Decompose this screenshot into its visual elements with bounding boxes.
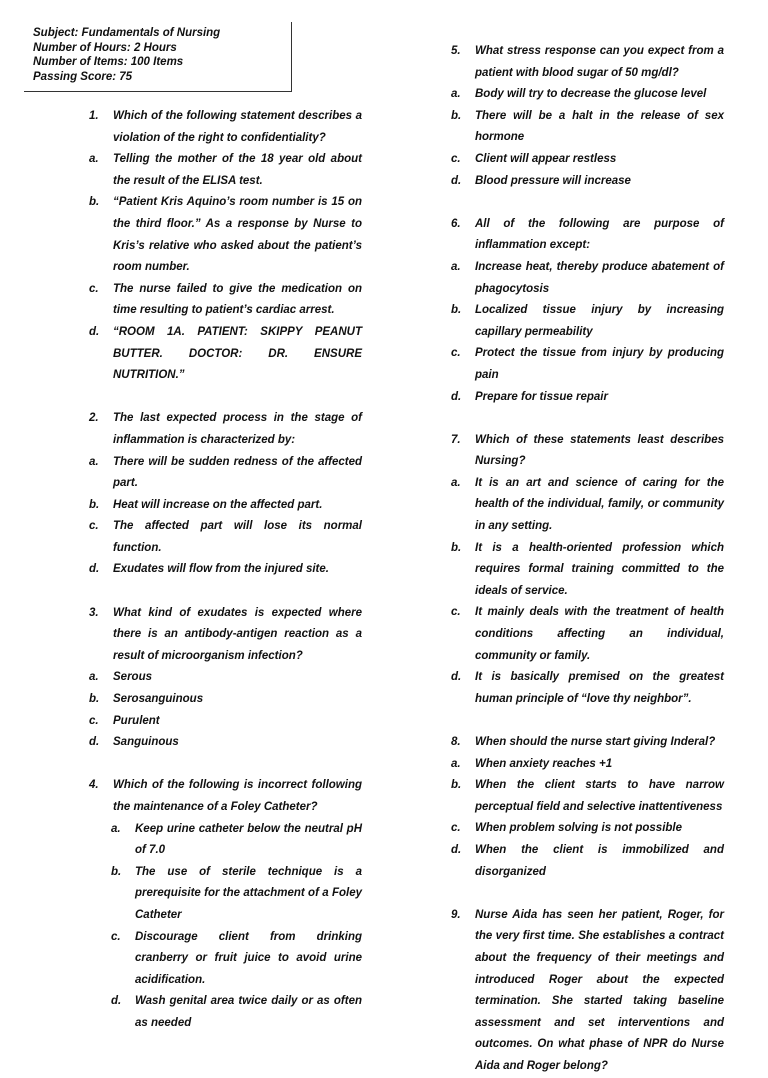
choice-text: Increase heat, thereby produce abatement of phagocytosis: [475, 260, 724, 295]
choice-text: Client will appear restless: [475, 152, 617, 165]
choice-letter: d.: [451, 671, 462, 684]
choice-item: [451, 149, 724, 171]
choice-letter: b.: [111, 865, 122, 878]
choice-item: [89, 279, 362, 322]
choice-text: It is an art and science of caring for the health of the individual, family, or community in any setting.: [475, 476, 724, 533]
choice-item: [451, 840, 724, 883]
choice-text: When problem solving is not possible: [475, 822, 683, 835]
choice-item: [89, 732, 362, 754]
left-column: [89, 106, 362, 1035]
question-stem: [451, 905, 724, 1078]
choice-text: Body will try to decrease the glucose level: [475, 88, 707, 101]
choice-letter: c.: [111, 930, 121, 943]
question-5: [451, 41, 724, 192]
choice-item: [89, 322, 362, 387]
choice-letter: a.: [451, 260, 461, 273]
question-text: What kind of exudates is expected where there is an antibody-antigen reaction as a result of microorganism infection?: [113, 606, 362, 662]
choice-item: [451, 300, 724, 343]
choice-item: [451, 84, 724, 106]
choice-letter: d.: [89, 325, 100, 338]
exam-info-box: [24, 22, 292, 92]
choice-letter: b.: [89, 693, 100, 706]
choice-item: [89, 452, 362, 495]
question-7: [451, 430, 724, 711]
question-stem: [89, 775, 362, 818]
choice-letter: b.: [451, 541, 462, 554]
choice-letter: d.: [451, 390, 462, 403]
choice-text: The use of sterile technique is a prerequisite for the attachment of a Foley Catheter: [135, 865, 362, 921]
question-stem: [451, 732, 724, 754]
choice-item: [451, 473, 724, 538]
choice-letter: c.: [451, 822, 461, 835]
choice-letter: b.: [89, 498, 100, 511]
choice-text: Serosanguinous: [113, 693, 204, 706]
question-text: What stress response can you expect from a patient with blood sugar of 50 mg/dl?: [475, 45, 724, 79]
choice-text: Blood pressure will increase: [475, 174, 631, 187]
question-text: Nurse Aida has seen her patient, Roger, for the very first time. She establishes a contract about the frequency of their meetings and introduced Roger about the expected termination. She started taking baseline assessment and set interventions and outcomes. On what phase of NPR do Nurse Aida and Roger belong?: [475, 908, 724, 1072]
choice-item: [451, 171, 724, 193]
choice-text: The affected part will lose its normal function.: [113, 520, 362, 554]
question-number: 6.: [451, 217, 461, 230]
choice-item: [451, 667, 724, 710]
question-number: 4.: [89, 779, 99, 792]
choice-text: “Patient Kris Aquino’s room number is 15 on the third floor.” As a response by Nurse to Kris’s relative who asked about the patient’s room number.: [113, 196, 362, 274]
choice-letter: b.: [451, 304, 462, 317]
choice-text: Protect the tissue from injury by producing pain: [475, 347, 724, 381]
right-column: [451, 41, 724, 1078]
question-stem: [89, 408, 362, 451]
choice-item: [89, 667, 362, 689]
choice-item: [451, 343, 724, 386]
choice-letter: d.: [451, 843, 462, 856]
choice-text: Heat will increase on the affected part.: [113, 498, 323, 511]
choice-text: Purulent: [113, 714, 160, 727]
choice-text: Wash genital area twice daily or as often as needed: [135, 995, 362, 1029]
choice-item: [89, 149, 362, 192]
choice-text: There will be sudden redness of the affected part.: [113, 455, 362, 490]
question-text: Which of the following is incorrect following the maintenance of a Foley Catheter?: [113, 779, 362, 813]
question-number: 7.: [451, 433, 461, 446]
choice-letter: c.: [89, 714, 99, 727]
choice-text: “ROOM 1A. PATIENT: SKIPPY PEANUT BUTTER. DOCTOR: DR. ENSURE NUTRITION.”: [113, 325, 362, 382]
choice-text: Telling the mother of the 18 year old about the result of the ELISA test.: [113, 153, 362, 187]
question-text: All of the following are purpose of inflammation except:: [475, 217, 724, 252]
choice-item: [89, 192, 362, 278]
choice-letter: c.: [451, 347, 461, 360]
question-stem: [451, 41, 724, 84]
choice-item: [451, 538, 724, 603]
choice-item: [89, 689, 362, 711]
choice-item: [451, 602, 724, 667]
hours-line: Number of Hours: 2 Hours: [33, 41, 177, 54]
question-number: 2.: [89, 412, 99, 425]
question-9: [451, 905, 724, 1078]
question-text: When should the nurse start giving Inderal?: [475, 736, 716, 748]
choice-text: There will be a halt in the release of sex hormone: [475, 109, 724, 144]
choice-letter: a.: [111, 822, 121, 835]
choice-letter: b.: [89, 196, 100, 209]
choice-text: Localized tissue injury by increasing capillary permeability: [475, 304, 724, 338]
choice-text: When the client starts to have narrow perceptual field and selective inattentiveness: [475, 779, 724, 813]
question-stem: [451, 214, 724, 257]
choice-text: Serous: [113, 671, 152, 684]
choice-text: Sanguinous: [113, 736, 179, 749]
choice-text: Discourage client from drinking cranberry or fruit juice to avoid urine acidification.: [135, 930, 362, 986]
choice-item: [451, 387, 724, 409]
subject-line: Subject: Fundamentals of Nursing: [33, 27, 221, 39]
choice-item: [451, 257, 724, 300]
choice-item: [451, 754, 724, 776]
question-number: 3.: [89, 606, 99, 619]
choice-text: The nurse failed to give the medication on time resulting to patient’s cardiac arrest.: [113, 282, 362, 317]
choice-item: [89, 927, 362, 992]
choice-text: When the client is immobilized and disorganized: [475, 843, 724, 878]
choice-text: It is basically premised on the greatest human principle of “love thy neighbor”.: [475, 671, 724, 705]
choice-letter: a.: [89, 153, 99, 166]
choice-text: Prepare for tissue repair: [475, 390, 608, 403]
choice-letter: a.: [89, 671, 99, 684]
choice-letter: c.: [451, 152, 461, 165]
choice-item: [451, 775, 724, 818]
question-stem: [451, 430, 724, 473]
question-number: 9.: [451, 908, 461, 921]
items-line: Number of Items: 100 Items: [33, 56, 184, 68]
choice-item: [89, 819, 362, 862]
choice-letter: a.: [451, 88, 461, 101]
choice-item: [89, 711, 362, 733]
choice-letter: a.: [451, 476, 461, 489]
choice-letter: d.: [89, 736, 100, 749]
choice-letter: a.: [451, 757, 461, 770]
question-8: [451, 732, 724, 883]
choice-letter: d.: [451, 174, 462, 187]
choice-letter: c.: [451, 606, 461, 619]
choice-item: [89, 495, 362, 517]
question-6: [451, 214, 724, 408]
choice-letter: b.: [451, 779, 462, 792]
choice-letter: d.: [89, 563, 100, 576]
question-4: [89, 775, 362, 1034]
choice-text: Keep urine catheter below the neutral pH of 7.0: [135, 822, 362, 857]
choice-item: [89, 991, 362, 1034]
choice-item: [89, 516, 362, 559]
question-number: 8.: [451, 736, 461, 748]
choice-text: When anxiety reaches +1: [475, 757, 613, 770]
question-stem: [89, 106, 362, 149]
question-2: [89, 408, 362, 581]
choice-letter: c.: [89, 520, 99, 533]
question-text: Which of these statements least describes Nursing?: [475, 433, 724, 468]
question-text: The last expected process in the stage of inflammation is characterized by:: [113, 412, 362, 446]
choice-item: [89, 862, 362, 927]
choice-item: [451, 818, 724, 840]
choice-letter: a.: [89, 455, 99, 468]
question-number: 1.: [89, 110, 99, 122]
choice-text: It mainly deals with the treatment of health conditions affecting an individual, community or family.: [475, 606, 724, 662]
choice-letter: b.: [451, 109, 462, 122]
question-text: Which of the following statement describes a violation of the right to confidentiality?: [113, 110, 362, 144]
question-1: [89, 106, 362, 387]
question-stem: [89, 603, 362, 668]
choice-letter: c.: [89, 282, 99, 295]
passing-score-line: Passing Score: 75: [33, 70, 133, 83]
question-3: [89, 603, 362, 754]
choice-letter: d.: [111, 995, 122, 1008]
choice-text: It is a health-oriented profession which requires formal training committed to the ideals of service.: [475, 541, 724, 597]
choice-text: Exudates will flow from the injured site.: [113, 563, 329, 576]
choice-item: [451, 106, 724, 149]
question-number: 5.: [451, 45, 461, 57]
choice-item: [89, 559, 362, 581]
